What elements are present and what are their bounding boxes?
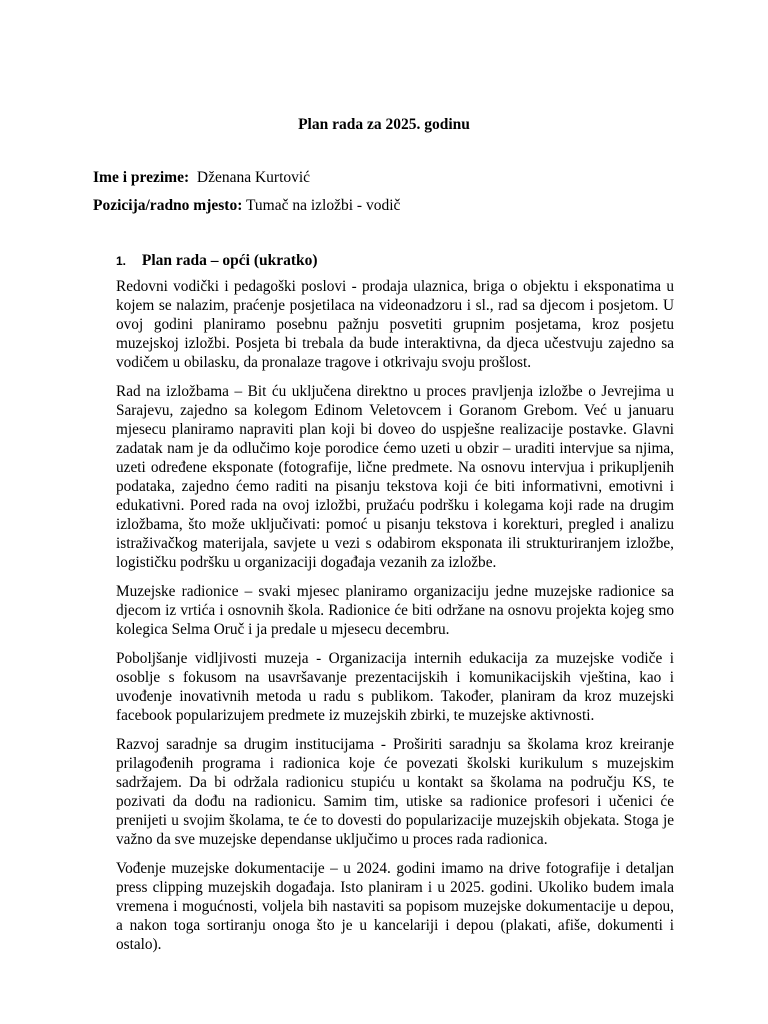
paragraph-regular-duties: Redovni vodički i pedagoški poslovi - prodaja ulaznica, briga o objektu i eksponatima u kojem se nalazim, praćenje posjetilaca na videonadzoru i sl., rad sa djecom i posjetom. U ovoj godini planiramo posebnu pažnju posvetiti grupnim posjetama, kroz posjetu muzejskoj izložbi. Posjeta bi trebala da bude interaktivna, da djeca učestvuju zajedno sa vodičem u obilasku, da pronalaze tragove i otkrivaju svoju prošlost. [116, 278, 674, 371]
paragraph-cooperation: Razvoj saradnje sa drugim institucijama - Proširiti saradnju sa školama kroz kreiranje prilagođenih programa i radionica koje će povezati školski kurikulum s muzejskim sadržajem. Da bi održala radionicu stupiću u kontakt sa školama na području KS, te pozivati da dođu na radionicu. Samim tim, utiske sa radionice profesori i učenici će prenijeti u svojim školama, te će to dovesti do popularizacije muzejskih objekata. Stoga je važno da sve muzejske dependanse uključimo u proces rada radionica. [116, 736, 674, 848]
document-title: Plan rada za 2025. godinu [298, 116, 470, 133]
position-value: Tumač na izložbi - vodič [245, 197, 401, 214]
paragraph-visibility: Poboljšanje vidljivosti muzeja - Organizacija internih edukacija za muzejske vodiče i osoblje s fokusom na usavršavanje prezentacijskih i komunikacijskih vještina, kao i uvođenje inovativnih metoda u radu s publikom. Također, planiram da kroz muzejski facebook popularizujem predmete iz muzejskih zbirki, te muzejske aktivnosti. [116, 650, 674, 724]
position-field [93, 197, 400, 215]
document-body [116, 277, 674, 964]
paragraph-documentation: Vođenje muzejske dokumentacije – u 2024. godini imamo na drive fotografije i detaljan press clipping muzejskih događaja. Isto planiram i u 2025. godini. Ukoliko budem imala vremena i mogućnosti, voljela bih nastaviti sa popisom muzejske dokumentacije u depou, a nakon toga sortiranju onoga što je u kancelariji i depou (plakati, afiše, dokumenti i ostalo). [116, 860, 674, 953]
paragraph-exhibitions: Rad na izložbama – Bit ću uključena direktno u proces pravljenja izložbe o Jevrejima u Sarajevu, zajedno sa kolegom Edinom Veletovcem i Goranom Grebom. Već u januaru mjesecu planiramo napraviti plan koji bi doveo do uspješne realizacije postavke. Glavni zadatak nam je da odlučimo koje porodice ćemo uzeti u obzir – uraditi intervjue sa njima, uzeti određene eksponate (fotografije, lične predmete. Na osnovu intervjua i prikupljenih podataka, zajedno ćemo raditi na pisanju tekstova koji će biti informativni, emotivni i edukativni. Pored rada na ovoj izložbi, pružaću podršku i kolegama koji rade na drugim izložbama, što može uključivati: pomoć u pisanju tekstova i korekturi, pregled i analizu istraživačkog materijala, savjete u vezi s odabirom eksponata ili strukturiranjem izložbe, logističku podršku u organizaciji događaja vezanih za izložbe. [116, 383, 674, 571]
section-title: Plan rada – opći (ukratko) [141, 252, 318, 269]
name-label: Ime i prezime: [93, 169, 190, 186]
section-number: 1. [116, 254, 127, 268]
position-label: Pozicija/radno mjesto: [93, 197, 243, 214]
name-value: Dženana Kurtović [196, 169, 311, 186]
section-heading [116, 252, 318, 270]
name-field [93, 169, 310, 187]
paragraph-workshops: Muzejske radionice – svaki mjesec planiramo organizaciju jedne muzejske radionice sa djecom iz vrtića i osnovnih škola. Radionice će biti održane na osnovu projekta kojeg smo kolegica Selma Oruč i ja predale u mjesecu decembru. [116, 583, 674, 638]
